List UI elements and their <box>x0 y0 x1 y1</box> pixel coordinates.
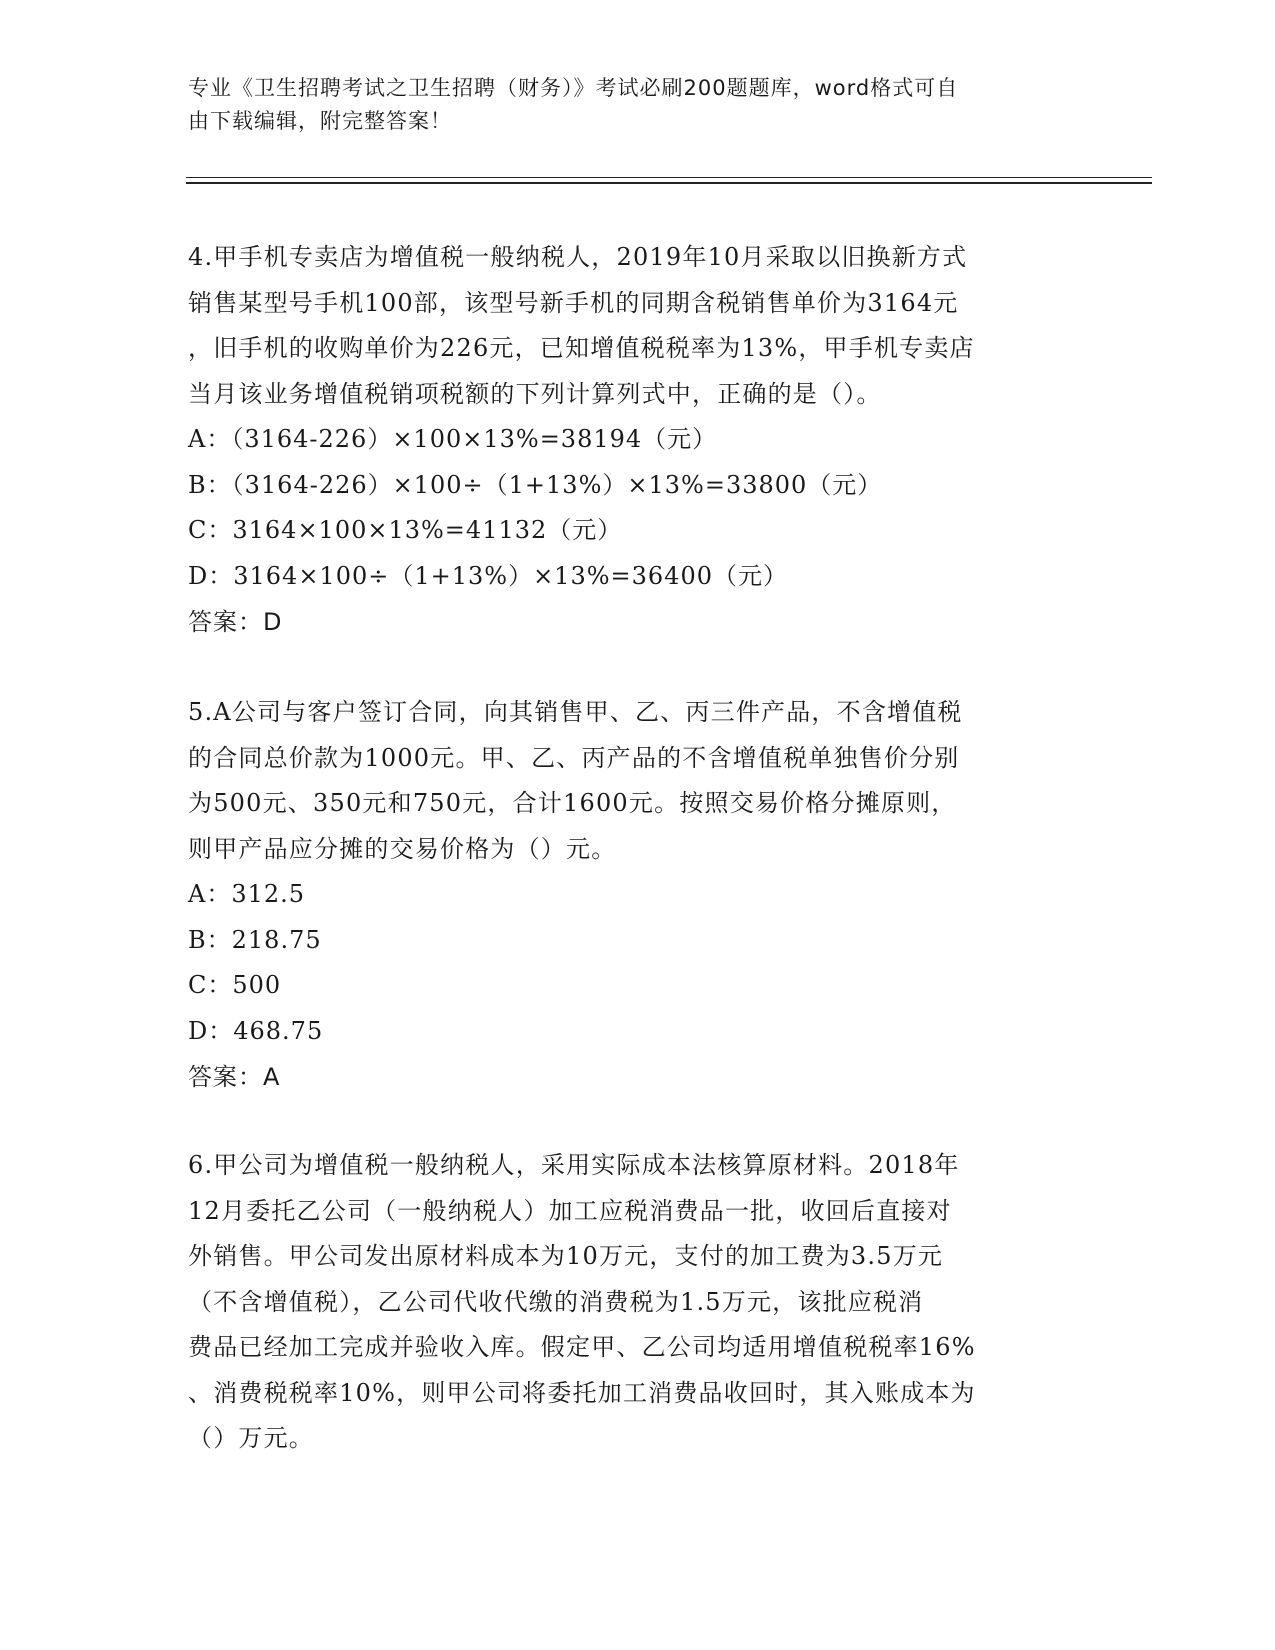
question-stem-line: 销售某型号手机100部，该型号新手机的同期含税销售单价为3164元 <box>188 288 959 317</box>
header-line-2: 由下载编辑，附完整答案！ <box>188 109 452 133</box>
option-b: B：（3164-226）×100÷（1+13%）×13%=33800（元） <box>188 470 883 499</box>
question-stem-line: 费品已经加工完成并验收入库。假定甲、乙公司均适用增值税税率16% <box>188 1333 976 1361</box>
question-stem-line: 外销售。甲公司发出原材料成本为10万元，支付的加工费为3.5万元 <box>188 1242 944 1270</box>
question-4 <box>188 235 1088 645</box>
question-stem-line: 的合同总价款为1000元。甲、乙、丙产品的不含增值税单独售价分别 <box>188 743 960 772</box>
option-a: A：（3164-226）×100×13%=38194（元） <box>188 425 718 453</box>
header-line-1: 专业《卫生招聘考试之卫生招聘（财务）》考试必刷200题题库，word格式可自 <box>188 76 959 100</box>
option-c: C：3164×100×13%=41132（元） <box>188 516 623 544</box>
question-stem-line: 6.甲公司为增值税一般纳税人，采用实际成本法核算原材料。2018年 <box>188 1151 960 1179</box>
question-5 <box>188 690 1088 1100</box>
option-a: A：312.5 <box>188 880 306 908</box>
question-stem-line: 5.A公司与客户签订合同，向其销售甲、乙、丙三件产品，不含增值税 <box>188 698 963 726</box>
question-stem-line: 、消费税税率10%，则甲公司将委托加工消费品收回时，其入账成本为 <box>188 1378 976 1407</box>
header-divider-thick <box>186 182 1152 184</box>
question-stem-line: （）万元。 <box>188 1424 314 1452</box>
option-c: C：500 <box>188 971 282 999</box>
question-stem-line: 则甲产品应分摊的交易价格为（）元。 <box>188 834 617 863</box>
question-stem-line: 12月委托乙公司（一般纳税人）加工应税消费品一批，收回后直接对 <box>188 1196 952 1225</box>
option-d: D：3164×100÷（1+13%）×13%=36400（元） <box>188 561 788 590</box>
answer-line: 答案：A <box>188 1063 281 1091</box>
document-header <box>188 72 1088 138</box>
question-stem-line: 4.甲手机专卖店为增值税一般纳税人，2019年10月采取以旧换新方式 <box>188 243 968 271</box>
header-divider-thin <box>186 177 1152 178</box>
question-stem-line: （不含增值税），乙公司代收代缴的消费税为1.5万元，该批应税消 <box>188 1287 924 1316</box>
question-stem-line: ，旧手机的收购单价为226元，已知增值税税率为13%，甲手机专卖店 <box>188 334 975 362</box>
answer-line: 答案：D <box>188 608 283 636</box>
question-stem-line: 为500元、350元和750元，合计1600元。按照交易价格分摊原则， <box>188 789 957 817</box>
option-d: D：468.75 <box>188 1016 324 1045</box>
question-stem-line: 当月该业务增值税销项税额的下列计算列式中，正确的是（）。 <box>188 379 882 408</box>
option-b: B：218.75 <box>188 925 322 954</box>
question-6 <box>188 1143 1088 1462</box>
